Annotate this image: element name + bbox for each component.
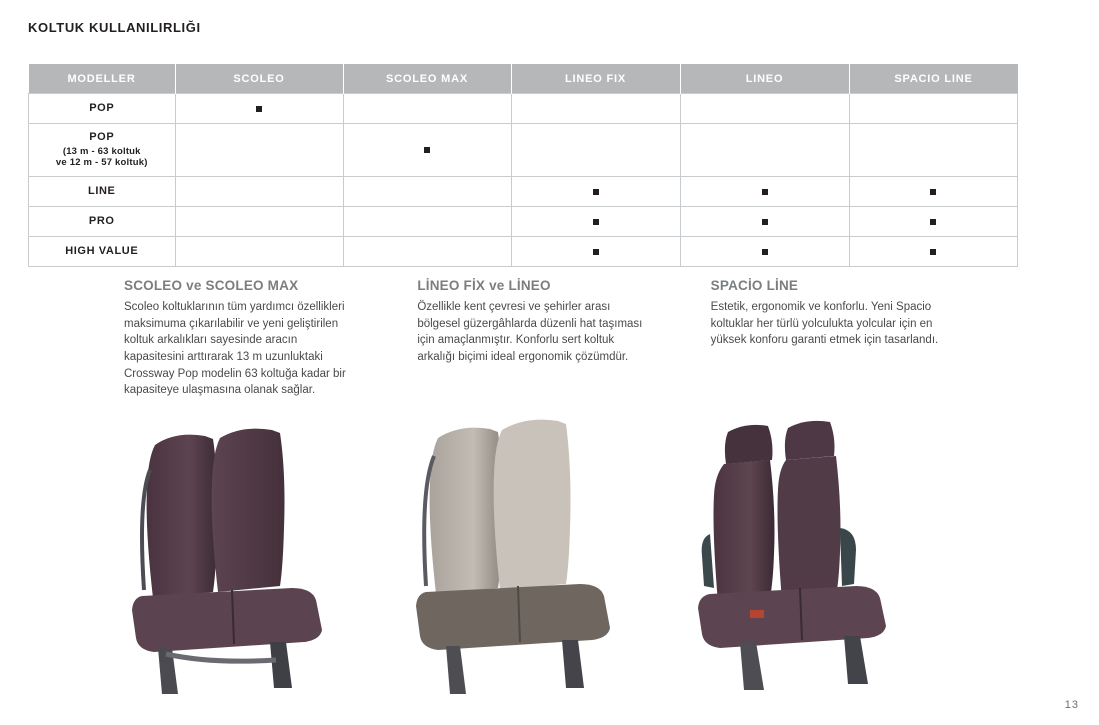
lineo-seat-illustration [410,410,710,700]
availability-dot [762,249,768,255]
seat-photos [0,400,1099,700]
availability-dot [256,106,262,112]
availability-dot [424,147,430,153]
column-header-modeller: MODELLER [29,64,176,94]
cell-pro-scoleo-max [343,207,511,237]
cell-pro-lineo [680,207,849,237]
table-header-row [29,64,1018,94]
description-columns [124,278,1004,399]
section-body-lineo: Özellikle kent çevresi ve şehirler arası bölgesel güzergâhlarda düzenli hat taşıması için amaçlanmıştır. Konforlu sert koltuk arkalığı biçimi ideal ergonomik çözümdür. [417,301,643,364]
column-header-lineo: LINEO [680,64,849,94]
cell-hv-lineo-fix [511,237,680,267]
cell-pop-lineo-fix [511,94,680,124]
column-header-scoleo: SCOLEO [175,64,343,94]
section-heading-lineo: LİNEO FİX ve LİNEO [417,278,551,293]
section-scoleo [124,278,397,399]
section-body-spacio: Estetik, ergonomik ve konforlu. Yeni Spacio koltuklar her türlü yolculukta yolcular için en yüksek konforu garanti etmek için tasarlandı. [710,301,939,347]
availability-dot [762,219,768,225]
section-heading-spacio: SPACİO LİNE [710,278,799,293]
seat-availability-table [28,64,1018,267]
lineo-seat-image [410,410,710,700]
table-row [29,94,1018,124]
cell-pop-scoleo [175,94,343,124]
cell-pop-scoleo-max [343,94,511,124]
cell-pop2-scoleo-max [343,124,511,177]
column-header-lineo-fix: LINEO FIX [511,64,680,94]
section-body-scoleo: Scoleo koltuklarının tüm yardımcı özellikleri maksimuma çıkarılabilir ve yeni geliştirilen koltuk arkalıkları sayesinde aracın kapasitesini arttırarak 13 m uzunluktaki Crossway Pop modelin 63 koltuğa kadar bir kapasiteye ulaşmasına olanak sağlar. [124,301,346,397]
availability-dot [930,219,936,225]
cell-hv-scoleo-max [343,237,511,267]
availability-dot [593,219,599,225]
availability-dot [593,189,599,195]
spacio-seat-image [690,410,990,700]
availability-dot [930,189,936,195]
cell-line-lineo-fix [511,177,680,207]
availability-dot [762,189,768,195]
cell-pop-lineo [680,94,849,124]
section-lineo [417,278,690,399]
cell-pop2-spacio-line [849,124,1018,177]
table-row [29,124,1018,177]
page-title: KOLTUK KULLANILIRLIĞI [28,20,201,35]
page-number: 13 [1064,699,1079,711]
row-label-pop-detail [29,124,176,177]
availability-dot [930,249,936,255]
row-label-line: LINE [29,177,176,207]
row-label-high-value: HIGH VALUE [29,237,176,267]
table-row [29,207,1018,237]
cell-hv-spacio-line [849,237,1018,267]
cell-line-lineo [680,177,849,207]
spacio-seat-illustration [690,410,990,700]
cell-pro-scoleo [175,207,343,237]
cell-pop2-lineo-fix [511,124,680,177]
column-header-spacio-line: SPACIO LINE [849,64,1018,94]
cell-pop-spacio-line [849,94,1018,124]
cell-hv-scoleo [175,237,343,267]
scoleo-seat-image [120,410,420,700]
cell-line-scoleo [175,177,343,207]
cell-pro-spacio-line [849,207,1018,237]
availability-dot [593,249,599,255]
cell-hv-lineo [680,237,849,267]
scoleo-seat-illustration [120,410,420,700]
row-label-pop-main: POP [89,130,115,143]
section-spacio [711,278,984,399]
column-header-scoleo-max: SCOLEO MAX [343,64,511,94]
cell-pop2-scoleo [175,124,343,177]
table-row [29,237,1018,267]
cell-line-spacio-line [849,177,1018,207]
table-row [29,177,1018,207]
section-heading-scoleo: SCOLEO ve SCOLEO MAX [124,278,299,293]
row-label-pop-sub: (13 m - 63 koltuk ve 12 m - 57 koltuk) [55,145,148,169]
cell-pop2-lineo [680,124,849,177]
row-label-pro: PRO [29,207,176,237]
cell-line-scoleo-max [343,177,511,207]
cell-pro-lineo-fix [511,207,680,237]
row-label-pop: POP [29,94,176,124]
